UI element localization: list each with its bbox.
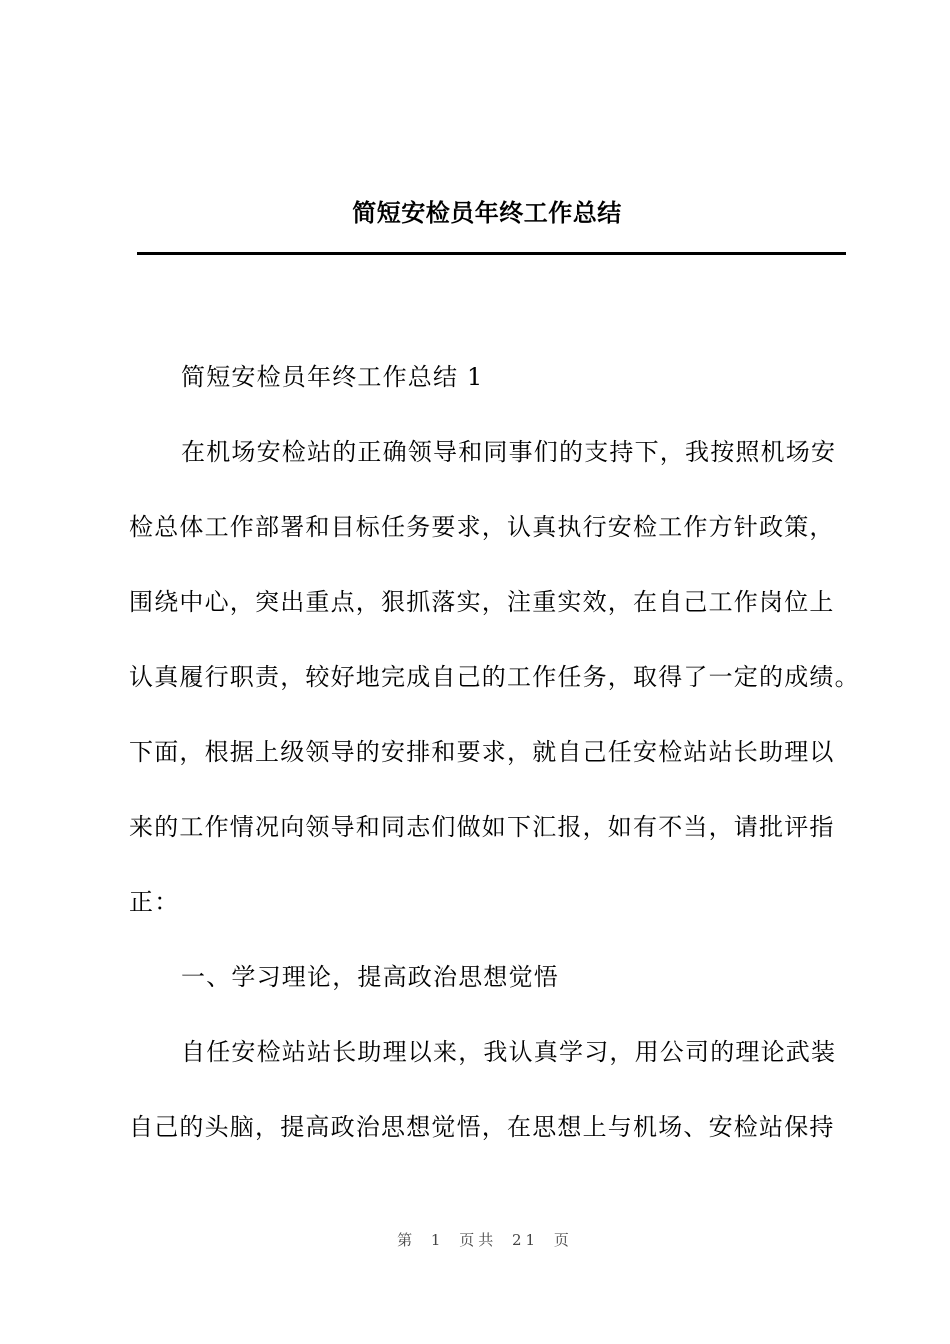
paragraph-line: 检总体工作部署和目标任务要求，认真执行安检工作方针政策， xyxy=(129,513,835,541)
paragraph-line: 正： xyxy=(129,888,180,916)
paragraph-line: 来的工作情况向领导和同志们做如下汇报，如有不当，请批评指 xyxy=(129,813,835,841)
paragraph-line: 认真履行职责，较好地完成自己的工作任务，取得了一定的成绩。 xyxy=(129,663,860,691)
paragraph-line: 下面，根据上级领导的安排和要求，就自己任安检站站长助理以 xyxy=(129,738,835,766)
document-body xyxy=(129,340,859,1165)
paragraph-line: 自己的头脑，提高政治思想觉悟，在思想上与机场、安检站保持 xyxy=(129,1113,835,1141)
paragraph-line: 自任安检站站长助理以来，我认真学习，用公司的理论武装 xyxy=(181,1038,837,1066)
title-underline-rule xyxy=(137,252,846,255)
subheading: 一、学习理论，提高政治思想觉悟 xyxy=(181,963,559,991)
paragraph-line: 围绕中心，突出重点，狠抓落实，注重实效，在自己工作岗位上 xyxy=(129,588,835,616)
paragraph-line: 在机场安检站的正确领导和同事们的支持下，我按照机场安 xyxy=(181,438,837,466)
document-title: 简短安检员年终工作总结 xyxy=(352,199,622,227)
page-footer: 第 1 页共 21 页 xyxy=(397,1231,573,1249)
section-heading: 简短安检员年终工作总结 1 xyxy=(181,363,484,391)
